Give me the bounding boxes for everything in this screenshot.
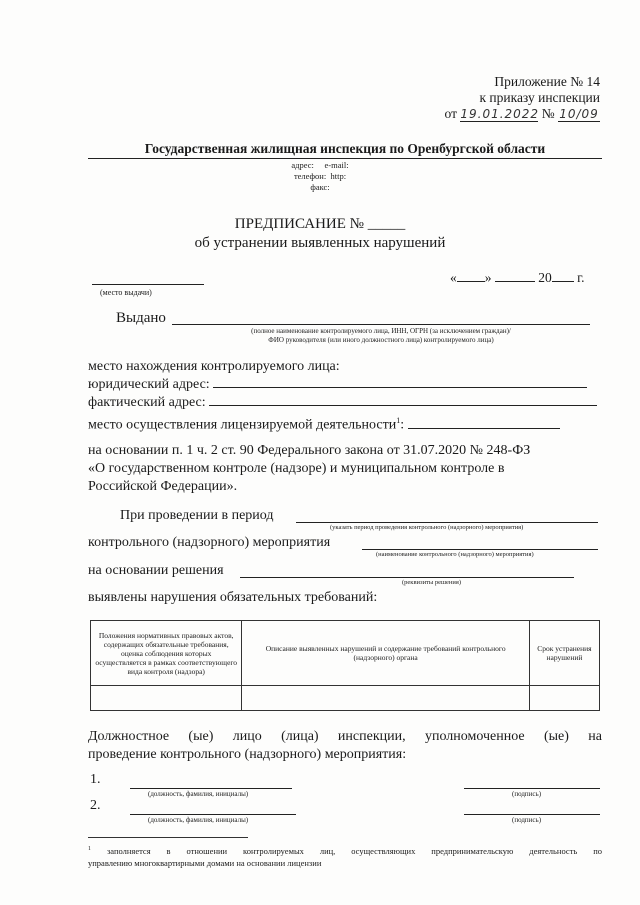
measure-line bbox=[362, 549, 598, 550]
actual-address-label: фактический адрес: bbox=[88, 395, 206, 410]
actual-address-field bbox=[209, 405, 597, 406]
issue-place-caption: (место выдачи) bbox=[100, 288, 152, 297]
decision-label: на основании решения bbox=[88, 563, 224, 578]
signer-2-sign-line bbox=[464, 814, 600, 815]
measure-caption: (наименование контрольного (надзорного) мероприятия) bbox=[376, 551, 534, 558]
footnote-separator bbox=[88, 837, 248, 838]
period-label: При проведении в период bbox=[120, 508, 274, 523]
appendix-number: 10/09 bbox=[559, 107, 599, 121]
appendix-date-line: от 19.01.2022 № 10/09 bbox=[444, 106, 599, 121]
title-line1: ПРЕДПИСАНИЕ № _____ bbox=[234, 216, 406, 232]
issued-caption: (полное наименование контролируемого лица, ИНН, ОГРН (за исключением граждан)/ ФИО руководителя (или иного должностного лица) контролируемого лица) bbox=[251, 327, 511, 344]
legal-address-field bbox=[213, 387, 587, 388]
license-place-label: место осуществления лицензируемой деятельности bbox=[88, 417, 397, 433]
appendix-line1: Приложение № 14 bbox=[494, 74, 600, 89]
signer-1-num: 1. bbox=[90, 772, 101, 787]
location-block: место нахождения контролируемого лица: юридический адрес: фактический адрес: место осуществления лицензируемой деятельности$^1$: bbox=[88, 358, 597, 435]
org-contacts: адрес: e-mail: телефон: http: факс: bbox=[291, 160, 349, 192]
table-header-provisions: Положения нормативных правовых актов, содержащих обязательные требования, оценка соблюдения которых осуществляется в рамках соответствующего вида контроля (надзора) bbox=[91, 621, 242, 686]
table-header-description: Описание выявленных нарушений и содержание требований контрольного (надзорного) органа bbox=[242, 621, 530, 686]
table-cell[interactable] bbox=[242, 686, 530, 711]
decision-line bbox=[240, 577, 574, 578]
signer-1-sign-line bbox=[464, 788, 600, 789]
legal-address-label: юридический адрес: bbox=[88, 377, 210, 392]
org-name: Государственная жилищная инспекция по Оренбургской области bbox=[88, 141, 602, 159]
officials-text: Должностное (ые) лицо (лица) инспекции, уполномоченное (ые) на проведение контрольного (надзорного) мероприятия: bbox=[88, 729, 602, 762]
license-place-field bbox=[408, 428, 560, 429]
issue-date: « » 20 г. bbox=[450, 270, 585, 285]
signer-2-caption: (должность, фамилия, инициалы) bbox=[148, 816, 249, 824]
period-line bbox=[296, 522, 598, 523]
table-header-deadline: Срок устранения нарушений bbox=[529, 621, 599, 686]
issued-line bbox=[172, 324, 590, 325]
appendix-date: 19.01.2022 bbox=[460, 107, 540, 121]
issued-label: Выдано bbox=[116, 310, 166, 326]
signer-1-line bbox=[130, 788, 292, 789]
violations-found-text: выявлены нарушения обязательных требований: bbox=[88, 590, 378, 605]
appendix-line2: к приказу инспекции bbox=[479, 90, 600, 105]
measure-label: контрольного (надзорного) мероприятия bbox=[88, 535, 331, 550]
title-line2: об устранении выявленных нарушений bbox=[194, 235, 446, 251]
table-header-row bbox=[91, 621, 600, 686]
signer-1-caption: (должность, фамилия, инициалы) bbox=[148, 790, 249, 798]
footnote: $^1$ заполняется в отношении контролируемых лиц, осуществляющих предпринимательскую деятельность по управлению многоквартирными домами на основании лицензии bbox=[88, 845, 603, 868]
violations-table bbox=[90, 620, 600, 711]
signer-2-sign-caption: (подпись) bbox=[512, 816, 542, 824]
issue-place-line bbox=[92, 284, 204, 285]
signer-2-num: 2. bbox=[90, 798, 101, 813]
table-row bbox=[91, 686, 600, 711]
appendix-header bbox=[445, 74, 601, 122]
signer-1-sign-caption: (подпись) bbox=[512, 790, 542, 798]
table-cell[interactable] bbox=[529, 686, 599, 711]
legal-basis: на основании п. 1 ч. 2 ст. 90 Федерального закона от 31.07.2020 № 248-ФЗ «О государственном контроле (надзоре) и муниципальном контроле в Российской Федерации». bbox=[88, 443, 531, 494]
table-cell[interactable] bbox=[91, 686, 242, 711]
decision-caption: (реквизиты решения) bbox=[402, 579, 462, 586]
signer-2-line bbox=[130, 814, 296, 815]
document-title bbox=[0, 215, 640, 253]
period-caption: (указать период проведения контрольного (надзорного) мероприятия) bbox=[330, 524, 524, 531]
location-header: место нахождения контролируемого лица: bbox=[88, 359, 340, 374]
